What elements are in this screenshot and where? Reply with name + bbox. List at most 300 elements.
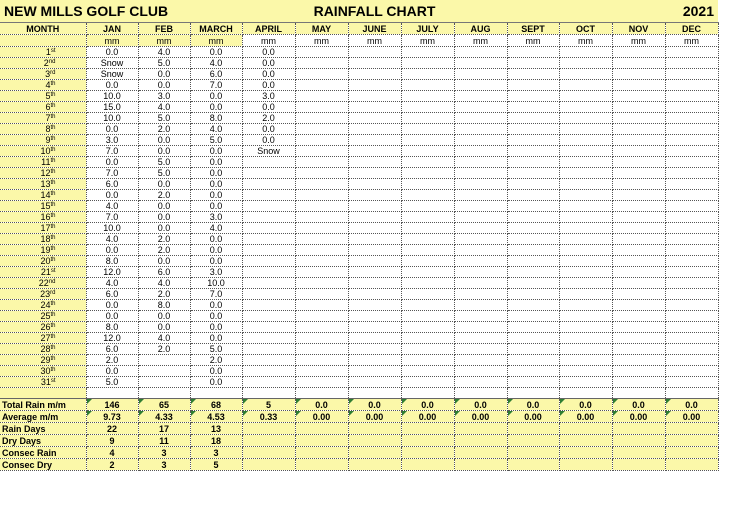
- rain-cell-jan[interactable]: 0.0: [86, 124, 138, 135]
- rain-cell-feb[interactable]: 0.0: [138, 256, 190, 267]
- rain-cell-june[interactable]: [348, 344, 401, 355]
- unit-cell[interactable]: mm: [507, 35, 559, 47]
- summary-value-june[interactable]: [348, 459, 401, 471]
- summary-value-jan[interactable]: 9.73: [86, 411, 138, 423]
- rain-cell-sept[interactable]: [507, 69, 559, 80]
- rain-cell-march[interactable]: 7.0: [190, 289, 242, 300]
- rain-cell-april[interactable]: [242, 234, 295, 245]
- rain-cell-nov[interactable]: [612, 289, 665, 300]
- rain-cell-july[interactable]: [401, 179, 454, 190]
- summary-label[interactable]: Consec Rain: [0, 447, 86, 459]
- rain-cell-oct[interactable]: [559, 201, 612, 212]
- rain-cell-aug[interactable]: [454, 102, 507, 113]
- rain-cell-june[interactable]: [348, 377, 401, 388]
- rain-cell-march[interactable]: 0.0: [190, 311, 242, 322]
- rain-cell-feb[interactable]: 3.0: [138, 91, 190, 102]
- rain-cell-aug[interactable]: [454, 157, 507, 168]
- rain-cell-march[interactable]: 0.0: [190, 179, 242, 190]
- rain-cell-may[interactable]: [295, 278, 348, 289]
- rain-cell-june[interactable]: [348, 234, 401, 245]
- rain-cell-feb[interactable]: 0.0: [138, 311, 190, 322]
- rain-cell-nov[interactable]: [612, 102, 665, 113]
- rain-cell-july[interactable]: [401, 47, 454, 58]
- day-label-cell[interactable]: [0, 69, 86, 80]
- rain-cell-july[interactable]: [401, 113, 454, 124]
- rain-cell-oct[interactable]: [559, 223, 612, 234]
- rain-cell-jan[interactable]: 10.0: [86, 223, 138, 234]
- rain-cell-feb[interactable]: 0.0: [138, 212, 190, 223]
- rain-cell-july[interactable]: [401, 146, 454, 157]
- spacer-cell[interactable]: [507, 388, 559, 399]
- rain-cell-nov[interactable]: [612, 58, 665, 69]
- rain-cell-june[interactable]: [348, 157, 401, 168]
- rain-cell-may[interactable]: [295, 102, 348, 113]
- rain-cell-march[interactable]: 3.0: [190, 212, 242, 223]
- rain-cell-jan[interactable]: 6.0: [86, 344, 138, 355]
- summary-value-april[interactable]: [242, 447, 295, 459]
- rain-cell-sept[interactable]: [507, 102, 559, 113]
- rain-cell-june[interactable]: [348, 168, 401, 179]
- summary-value-june[interactable]: [348, 447, 401, 459]
- rain-cell-april[interactable]: [242, 212, 295, 223]
- spacer-cell[interactable]: [295, 388, 348, 399]
- rain-cell-nov[interactable]: [612, 366, 665, 377]
- summary-value-april[interactable]: [242, 435, 295, 447]
- rain-cell-june[interactable]: [348, 256, 401, 267]
- summary-value-nov[interactable]: [612, 423, 665, 435]
- day-label-cell[interactable]: [0, 47, 86, 58]
- rain-cell-nov[interactable]: [612, 135, 665, 146]
- rain-cell-oct[interactable]: [559, 278, 612, 289]
- day-label-cell[interactable]: [0, 256, 86, 267]
- rain-cell-july[interactable]: [401, 245, 454, 256]
- unit-cell[interactable]: mm: [295, 35, 348, 47]
- rain-cell-dec[interactable]: [665, 102, 718, 113]
- summary-value-april[interactable]: 5: [242, 399, 295, 411]
- rain-cell-feb[interactable]: 2.0: [138, 344, 190, 355]
- rain-cell-sept[interactable]: [507, 300, 559, 311]
- month-header-nov[interactable]: NOV: [612, 23, 665, 35]
- rain-cell-june[interactable]: [348, 311, 401, 322]
- rain-cell-july[interactable]: [401, 190, 454, 201]
- day-label-cell[interactable]: [0, 135, 86, 146]
- rain-cell-aug[interactable]: [454, 344, 507, 355]
- rain-cell-july[interactable]: [401, 124, 454, 135]
- rain-cell-may[interactable]: [295, 80, 348, 91]
- rain-cell-oct[interactable]: [559, 47, 612, 58]
- day-label-cell[interactable]: [0, 267, 86, 278]
- rain-cell-dec[interactable]: [665, 245, 718, 256]
- summary-value-dec[interactable]: [665, 459, 718, 471]
- rain-cell-sept[interactable]: [507, 322, 559, 333]
- rain-cell-july[interactable]: [401, 58, 454, 69]
- rain-cell-oct[interactable]: [559, 135, 612, 146]
- rain-cell-oct[interactable]: [559, 113, 612, 124]
- rain-cell-july[interactable]: [401, 377, 454, 388]
- rain-cell-march[interactable]: 4.0: [190, 223, 242, 234]
- rain-cell-nov[interactable]: [612, 91, 665, 102]
- rain-cell-june[interactable]: [348, 102, 401, 113]
- rain-cell-oct[interactable]: [559, 344, 612, 355]
- rain-cell-sept[interactable]: [507, 256, 559, 267]
- rain-cell-july[interactable]: [401, 355, 454, 366]
- summary-value-dec[interactable]: 0.0: [665, 399, 718, 411]
- rain-cell-june[interactable]: [348, 278, 401, 289]
- rain-cell-dec[interactable]: [665, 366, 718, 377]
- summary-value-feb[interactable]: 4.33: [138, 411, 190, 423]
- unit-cell[interactable]: mm: [559, 35, 612, 47]
- rain-cell-march[interactable]: 0.0: [190, 47, 242, 58]
- rain-cell-jan[interactable]: 2.0: [86, 355, 138, 366]
- rain-cell-oct[interactable]: [559, 377, 612, 388]
- rain-cell-aug[interactable]: [454, 300, 507, 311]
- summary-value-july[interactable]: [401, 447, 454, 459]
- summary-value-nov[interactable]: [612, 435, 665, 447]
- rain-cell-nov[interactable]: [612, 333, 665, 344]
- summary-value-oct[interactable]: [559, 435, 612, 447]
- summary-value-aug[interactable]: [454, 459, 507, 471]
- day-label-cell[interactable]: [0, 113, 86, 124]
- rain-cell-jan[interactable]: 0.0: [86, 245, 138, 256]
- rain-cell-march[interactable]: 0.0: [190, 300, 242, 311]
- rain-cell-jan[interactable]: 7.0: [86, 212, 138, 223]
- rain-cell-sept[interactable]: [507, 201, 559, 212]
- rain-cell-may[interactable]: [295, 223, 348, 234]
- day-label-cell[interactable]: [0, 234, 86, 245]
- rain-cell-sept[interactable]: [507, 289, 559, 300]
- day-label-cell[interactable]: [0, 146, 86, 157]
- rain-cell-dec[interactable]: [665, 201, 718, 212]
- rain-cell-feb[interactable]: 0.0: [138, 201, 190, 212]
- rain-cell-jan[interactable]: 10.0: [86, 91, 138, 102]
- rain-cell-jan[interactable]: 6.0: [86, 179, 138, 190]
- day-label-cell[interactable]: [0, 366, 86, 377]
- rain-cell-april[interactable]: 0.0: [242, 80, 295, 91]
- spacer-cell[interactable]: [190, 388, 242, 399]
- rain-cell-june[interactable]: [348, 124, 401, 135]
- rain-cell-dec[interactable]: [665, 223, 718, 234]
- rain-cell-oct[interactable]: [559, 157, 612, 168]
- rain-cell-feb[interactable]: 2.0: [138, 245, 190, 256]
- summary-value-june[interactable]: [348, 435, 401, 447]
- rain-cell-aug[interactable]: [454, 267, 507, 278]
- rain-cell-sept[interactable]: [507, 91, 559, 102]
- rain-cell-july[interactable]: [401, 212, 454, 223]
- rain-cell-may[interactable]: [295, 168, 348, 179]
- rain-cell-march[interactable]: 0.0: [190, 333, 242, 344]
- rain-cell-july[interactable]: [401, 256, 454, 267]
- rain-cell-march[interactable]: 0.0: [190, 146, 242, 157]
- rain-cell-june[interactable]: [348, 179, 401, 190]
- summary-value-june[interactable]: 0.00: [348, 411, 401, 423]
- rain-cell-march[interactable]: 0.0: [190, 377, 242, 388]
- summary-value-feb[interactable]: 3: [138, 459, 190, 471]
- rain-cell-april[interactable]: [242, 355, 295, 366]
- rain-cell-nov[interactable]: [612, 179, 665, 190]
- rain-cell-feb[interactable]: 6.0: [138, 267, 190, 278]
- rain-cell-march[interactable]: 0.0: [190, 234, 242, 245]
- rain-cell-dec[interactable]: [665, 80, 718, 91]
- spacer-cell[interactable]: [0, 388, 86, 399]
- summary-value-sept[interactable]: [507, 459, 559, 471]
- rain-cell-nov[interactable]: [612, 344, 665, 355]
- rain-cell-july[interactable]: [401, 201, 454, 212]
- rain-cell-feb[interactable]: 0.0: [138, 69, 190, 80]
- summary-label[interactable]: Total Rain m/m: [0, 399, 86, 411]
- rain-cell-dec[interactable]: [665, 179, 718, 190]
- rain-cell-dec[interactable]: [665, 212, 718, 223]
- rain-cell-may[interactable]: [295, 135, 348, 146]
- rain-cell-may[interactable]: [295, 344, 348, 355]
- rain-cell-aug[interactable]: [454, 311, 507, 322]
- rain-cell-sept[interactable]: [507, 333, 559, 344]
- summary-value-may[interactable]: [295, 447, 348, 459]
- rain-cell-sept[interactable]: [507, 311, 559, 322]
- summary-value-sept[interactable]: 0.00: [507, 411, 559, 423]
- rain-cell-jan[interactable]: 0.0: [86, 366, 138, 377]
- summary-value-june[interactable]: 0.0: [348, 399, 401, 411]
- rain-cell-oct[interactable]: [559, 234, 612, 245]
- rain-cell-dec[interactable]: [665, 113, 718, 124]
- rain-cell-may[interactable]: [295, 47, 348, 58]
- rain-cell-oct[interactable]: [559, 91, 612, 102]
- rain-cell-june[interactable]: [348, 223, 401, 234]
- rain-cell-march[interactable]: 8.0: [190, 113, 242, 124]
- unit-cell[interactable]: mm: [401, 35, 454, 47]
- rain-cell-nov[interactable]: [612, 168, 665, 179]
- rain-cell-may[interactable]: [295, 212, 348, 223]
- rain-cell-nov[interactable]: [612, 223, 665, 234]
- unit-cell[interactable]: mm: [242, 35, 295, 47]
- chart-title[interactable]: RAINFALL CHART: [242, 0, 507, 23]
- rain-cell-april[interactable]: 0.0: [242, 102, 295, 113]
- summary-value-sept[interactable]: 0.0: [507, 399, 559, 411]
- rain-cell-may[interactable]: [295, 322, 348, 333]
- rain-cell-june[interactable]: [348, 80, 401, 91]
- rain-cell-july[interactable]: [401, 311, 454, 322]
- rain-cell-march[interactable]: 4.0: [190, 124, 242, 135]
- day-label-cell[interactable]: [0, 355, 86, 366]
- rain-cell-dec[interactable]: [665, 190, 718, 201]
- rain-cell-june[interactable]: [348, 91, 401, 102]
- summary-value-feb[interactable]: 3: [138, 447, 190, 459]
- month-header-june[interactable]: JUNE: [348, 23, 401, 35]
- rain-cell-april[interactable]: [242, 377, 295, 388]
- spacer-cell[interactable]: [138, 388, 190, 399]
- rain-cell-dec[interactable]: [665, 278, 718, 289]
- rain-cell-may[interactable]: [295, 124, 348, 135]
- rain-cell-jan[interactable]: 0.0: [86, 80, 138, 91]
- rain-cell-dec[interactable]: [665, 58, 718, 69]
- rain-cell-april[interactable]: [242, 333, 295, 344]
- rain-cell-may[interactable]: [295, 157, 348, 168]
- rain-cell-march[interactable]: 7.0: [190, 80, 242, 91]
- unit-cell[interactable]: mm: [86, 35, 138, 47]
- rain-cell-oct[interactable]: [559, 146, 612, 157]
- rain-cell-july[interactable]: [401, 168, 454, 179]
- rain-cell-july[interactable]: [401, 344, 454, 355]
- rain-cell-sept[interactable]: [507, 245, 559, 256]
- summary-value-sept[interactable]: [507, 435, 559, 447]
- summary-value-dec[interactable]: [665, 423, 718, 435]
- rain-cell-may[interactable]: [295, 179, 348, 190]
- rain-cell-july[interactable]: [401, 333, 454, 344]
- rain-cell-oct[interactable]: [559, 355, 612, 366]
- summary-value-dec[interactable]: [665, 435, 718, 447]
- unit-cell[interactable]: mm: [454, 35, 507, 47]
- day-label-cell[interactable]: [0, 311, 86, 322]
- rain-cell-aug[interactable]: [454, 201, 507, 212]
- rain-cell-nov[interactable]: [612, 300, 665, 311]
- rain-cell-feb[interactable]: 0.0: [138, 322, 190, 333]
- rain-cell-may[interactable]: [295, 113, 348, 124]
- rain-cell-nov[interactable]: [612, 311, 665, 322]
- rain-cell-march[interactable]: 0.0: [190, 91, 242, 102]
- month-header-dec[interactable]: DEC: [665, 23, 718, 35]
- rain-cell-dec[interactable]: [665, 322, 718, 333]
- rain-cell-april[interactable]: [242, 179, 295, 190]
- summary-value-oct[interactable]: [559, 459, 612, 471]
- rain-cell-may[interactable]: [295, 355, 348, 366]
- day-label-cell[interactable]: [0, 322, 86, 333]
- rain-cell-oct[interactable]: [559, 366, 612, 377]
- rain-cell-feb[interactable]: 2.0: [138, 289, 190, 300]
- rain-cell-feb[interactable]: [138, 366, 190, 377]
- month-header-july[interactable]: JULY: [401, 23, 454, 35]
- rain-cell-sept[interactable]: [507, 124, 559, 135]
- rain-cell-july[interactable]: [401, 80, 454, 91]
- summary-value-jan[interactable]: 2: [86, 459, 138, 471]
- rain-cell-aug[interactable]: [454, 69, 507, 80]
- rain-cell-april[interactable]: [242, 322, 295, 333]
- rain-cell-feb[interactable]: 0.0: [138, 80, 190, 91]
- rain-cell-may[interactable]: [295, 311, 348, 322]
- rain-cell-dec[interactable]: [665, 256, 718, 267]
- rain-cell-jan[interactable]: 4.0: [86, 234, 138, 245]
- rain-cell-aug[interactable]: [454, 190, 507, 201]
- rain-cell-feb[interactable]: 4.0: [138, 47, 190, 58]
- rain-cell-march[interactable]: 4.0: [190, 58, 242, 69]
- rain-cell-jan[interactable]: 4.0: [86, 278, 138, 289]
- summary-value-july[interactable]: 0.0: [401, 399, 454, 411]
- rain-cell-aug[interactable]: [454, 146, 507, 157]
- rain-cell-march[interactable]: 5.0: [190, 344, 242, 355]
- rain-cell-feb[interactable]: 4.0: [138, 102, 190, 113]
- rain-cell-dec[interactable]: [665, 300, 718, 311]
- rain-cell-march[interactable]: 0.0: [190, 168, 242, 179]
- rain-cell-feb[interactable]: 2.0: [138, 190, 190, 201]
- unit-cell[interactable]: mm: [612, 35, 665, 47]
- spacer-cell[interactable]: [348, 388, 401, 399]
- month-header-sept[interactable]: SEPT: [507, 23, 559, 35]
- rain-cell-oct[interactable]: [559, 245, 612, 256]
- summary-value-nov[interactable]: [612, 459, 665, 471]
- rain-cell-april[interactable]: 0.0: [242, 58, 295, 69]
- rain-cell-sept[interactable]: [507, 223, 559, 234]
- rain-cell-oct[interactable]: [559, 322, 612, 333]
- rain-cell-feb[interactable]: 5.0: [138, 157, 190, 168]
- spacer-cell[interactable]: [454, 388, 507, 399]
- rain-cell-oct[interactable]: [559, 124, 612, 135]
- rain-cell-dec[interactable]: [665, 234, 718, 245]
- rain-cell-nov[interactable]: [612, 80, 665, 91]
- day-label-cell[interactable]: [0, 223, 86, 234]
- rain-cell-sept[interactable]: [507, 366, 559, 377]
- year-cell[interactable]: 2021: [507, 0, 718, 23]
- unit-cell[interactable]: mm: [348, 35, 401, 47]
- rain-cell-may[interactable]: [295, 190, 348, 201]
- rain-cell-may[interactable]: [295, 300, 348, 311]
- summary-value-nov[interactable]: 0.00: [612, 411, 665, 423]
- rain-cell-dec[interactable]: [665, 289, 718, 300]
- rain-cell-aug[interactable]: [454, 223, 507, 234]
- rain-cell-april[interactable]: [242, 311, 295, 322]
- rain-cell-april[interactable]: [242, 300, 295, 311]
- unit-label-cell[interactable]: [0, 35, 86, 47]
- day-label-cell[interactable]: [0, 344, 86, 355]
- rain-cell-feb[interactable]: 4.0: [138, 333, 190, 344]
- rain-cell-march[interactable]: 6.0: [190, 69, 242, 80]
- rain-cell-april[interactable]: 0.0: [242, 124, 295, 135]
- rain-cell-feb[interactable]: 0.0: [138, 146, 190, 157]
- rain-cell-april[interactable]: [242, 289, 295, 300]
- rain-cell-feb[interactable]: 0.0: [138, 135, 190, 146]
- rain-cell-feb[interactable]: 5.0: [138, 58, 190, 69]
- rain-cell-sept[interactable]: [507, 278, 559, 289]
- unit-cell[interactable]: mm: [190, 35, 242, 47]
- rain-cell-aug[interactable]: [454, 355, 507, 366]
- rain-cell-aug[interactable]: [454, 124, 507, 135]
- month-header-march[interactable]: MARCH: [190, 23, 242, 35]
- rain-cell-july[interactable]: [401, 322, 454, 333]
- rain-cell-april[interactable]: [242, 366, 295, 377]
- summary-value-july[interactable]: [401, 423, 454, 435]
- rain-cell-jan[interactable]: 0.0: [86, 311, 138, 322]
- rain-cell-sept[interactable]: [507, 47, 559, 58]
- rain-cell-sept[interactable]: [507, 146, 559, 157]
- rain-cell-april[interactable]: Snow: [242, 146, 295, 157]
- summary-value-aug[interactable]: 0.0: [454, 399, 507, 411]
- day-label-cell[interactable]: [0, 80, 86, 91]
- rain-cell-aug[interactable]: [454, 212, 507, 223]
- rain-cell-june[interactable]: [348, 300, 401, 311]
- rain-cell-may[interactable]: [295, 377, 348, 388]
- rain-cell-june[interactable]: [348, 69, 401, 80]
- spacer-cell[interactable]: [401, 388, 454, 399]
- rain-cell-oct[interactable]: [559, 256, 612, 267]
- rain-cell-jan[interactable]: 4.0: [86, 201, 138, 212]
- day-label-cell[interactable]: [0, 300, 86, 311]
- rain-cell-jan[interactable]: 0.0: [86, 190, 138, 201]
- rain-cell-sept[interactable]: [507, 135, 559, 146]
- rain-cell-nov[interactable]: [612, 146, 665, 157]
- summary-label[interactable]: Rain Days: [0, 423, 86, 435]
- summary-value-oct[interactable]: [559, 447, 612, 459]
- rain-cell-july[interactable]: [401, 91, 454, 102]
- summary-value-june[interactable]: [348, 423, 401, 435]
- rain-cell-feb[interactable]: 5.0: [138, 168, 190, 179]
- rain-cell-june[interactable]: [348, 267, 401, 278]
- rain-cell-april[interactable]: 0.0: [242, 47, 295, 58]
- rain-cell-april[interactable]: [242, 256, 295, 267]
- summary-value-aug[interactable]: [454, 435, 507, 447]
- rain-cell-dec[interactable]: [665, 267, 718, 278]
- day-label-cell[interactable]: [0, 201, 86, 212]
- summary-value-may[interactable]: 0.0: [295, 399, 348, 411]
- rain-cell-feb[interactable]: 2.0: [138, 124, 190, 135]
- rain-cell-nov[interactable]: [612, 69, 665, 80]
- day-label-cell[interactable]: [0, 190, 86, 201]
